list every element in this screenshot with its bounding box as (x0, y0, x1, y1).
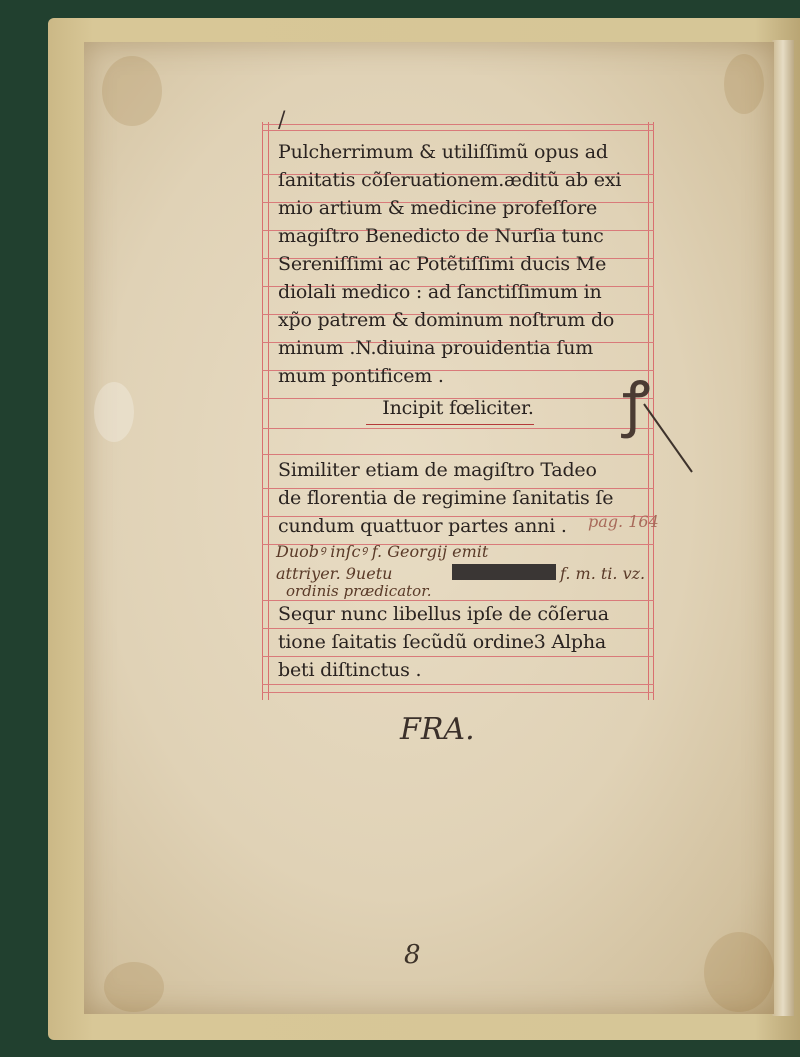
incipit-line: Incipit fœliciter. (382, 397, 534, 419)
text-line: beti diſtinctus . (278, 659, 422, 681)
text-line: ſanitatis cõſeruationem.æditũ ab exi (278, 169, 622, 191)
text-line: magiſtro Benedicto de Nurſia tunc (278, 225, 604, 247)
owner-monogram: FRA. (400, 712, 475, 747)
ruling-line (262, 428, 654, 429)
stain (104, 962, 164, 1012)
text-line: Pulcherrimum & utiliſſimũ opus ad (278, 141, 608, 163)
margin-mark: ꝭ (622, 369, 651, 439)
stain (94, 382, 134, 442)
redacted-name (452, 564, 556, 580)
ownership-note: attriyer. 9uetu (276, 564, 393, 583)
text-line: minum .N.diuina prouidentia ſum (278, 337, 594, 359)
text-line: cundum quattuor partes anni . (278, 515, 567, 537)
ruling-line (262, 130, 654, 131)
text-line: Sequr nunc libellus ipſe de cõſerua (278, 603, 609, 625)
ownership-note: ordinis prædicator. (286, 582, 432, 600)
incipit-underline (366, 424, 534, 425)
text-line: de florentia de regimine ſanitatis ſe (278, 487, 614, 509)
text-line: mio artium & medicine profeſſore (278, 197, 598, 219)
page-edge (772, 40, 794, 1016)
margin-stroke (640, 400, 700, 480)
top-mark: / (278, 108, 286, 133)
stain (704, 932, 774, 1012)
text-block (262, 122, 659, 700)
stain (102, 56, 162, 126)
page-number: 8 (404, 940, 421, 970)
text-line: mum pontificem . (278, 365, 444, 387)
text-line: Sereniſſimi ac Potẽtiſſimi ducis Me (278, 253, 607, 275)
text-line: diolali medico : ad ſanctiſſimum in (278, 281, 602, 303)
text-line: Similiter etiam de magiſtro Tadeo (278, 459, 597, 481)
ruling-line (262, 454, 654, 455)
text-line: tione ſaitatis ſecũdũ ordine3 Alpha (278, 631, 607, 653)
ruling-line (262, 692, 654, 693)
ownership-note: f. m. ti. vz. (560, 564, 646, 583)
page-reference-note: pag. 164 (588, 512, 659, 531)
ownership-note: Duobꝰ inſcꝰ f. Georgij emit (276, 542, 489, 561)
ruling-line (262, 684, 654, 685)
ruling-line (262, 124, 654, 125)
text-line: xp̃o patrem & dominum noſtrum do (278, 309, 615, 331)
stain (724, 54, 764, 114)
